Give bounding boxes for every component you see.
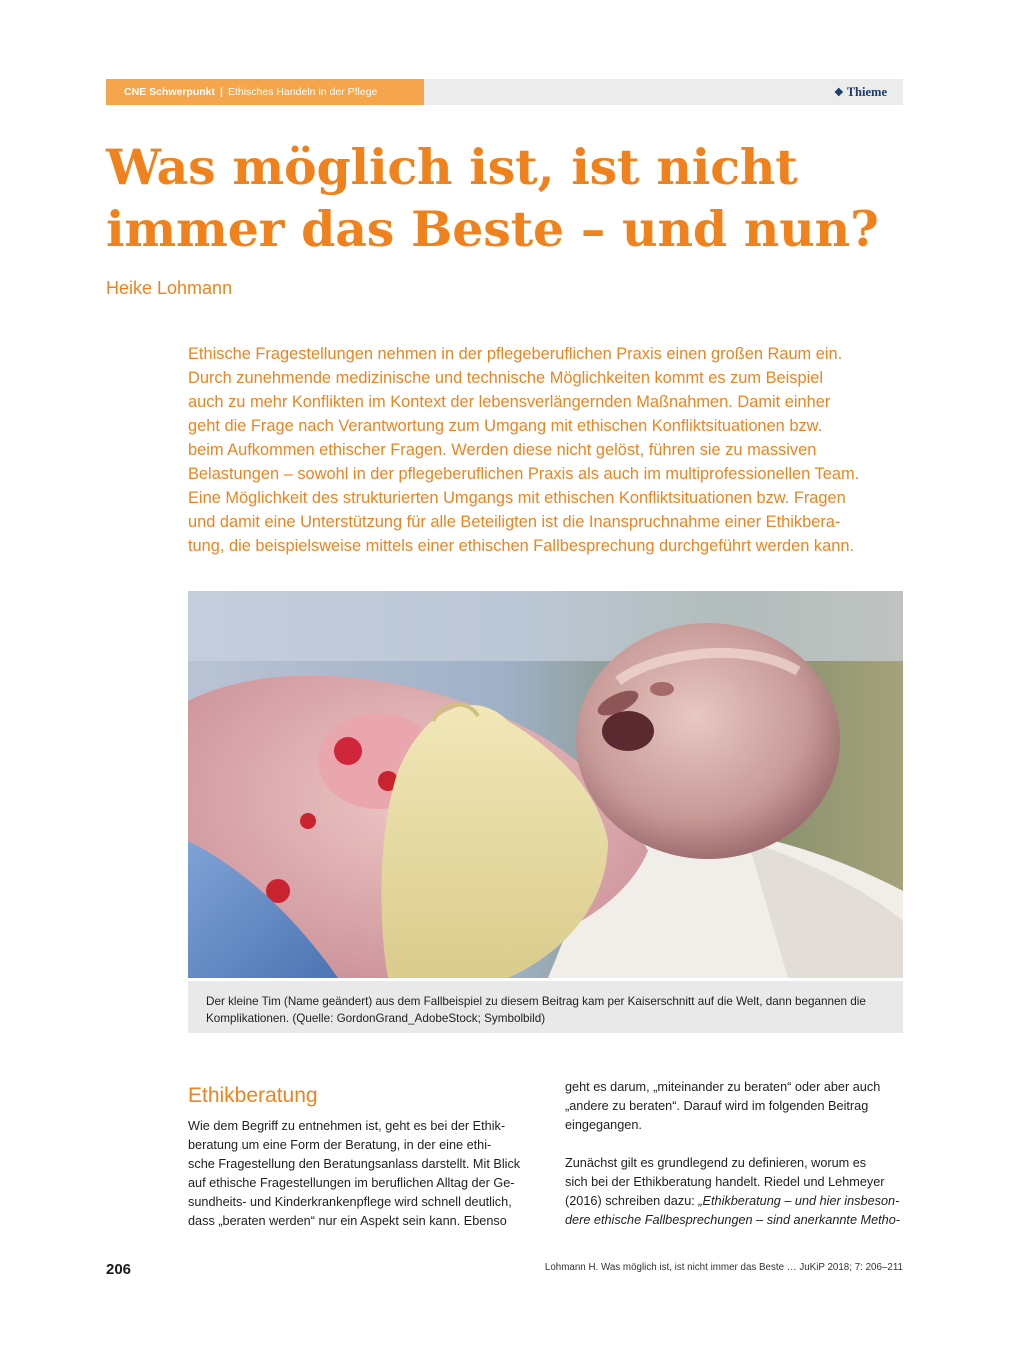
body-line: auf ethische Fragestellungen im beruflichen Alltag der Ge- (188, 1176, 515, 1190)
body-line: geht es darum, „miteinander zu beraten“ oder aber auch (565, 1080, 881, 1094)
publisher-name: Thieme (846, 85, 887, 99)
paragraph-gap (565, 1135, 905, 1154)
page-number: 206 (106, 1261, 132, 1278)
newborn-photo (188, 591, 903, 978)
body-line: beratung um eine Form der Beratung, in der eine ethi- (188, 1138, 492, 1152)
abstract-line: und damit eine Unterstützung für alle Beteiligten ist die Inanspruchnahme einer Ethikbera- (188, 513, 841, 531)
article-author: Heike Lohmann (106, 278, 233, 298)
header-section: Ethisches Handeln in der Pflege (227, 86, 378, 98)
abstract (188, 342, 904, 558)
body-line: „andere zu beraten“. Darauf wird im folgenden Beitrag (565, 1099, 869, 1113)
thieme-logo-icon: ❖ (833, 87, 844, 99)
abstract-line: Ethische Fragestellungen nehmen in der pflegeberuflichen Praxis einen großen Raum ein. (188, 345, 843, 363)
abstract-line: Belastungen – sowohl in der pflegeberuflichen Praxis als auch im multiprofessionellen Team. (188, 465, 860, 483)
publisher-logo (834, 79, 887, 106)
body-text-italic: „Ethikberatung – und hier insbeson- (698, 1194, 900, 1208)
footer-citation: Lohmann H. Was möglich ist, ist nicht immer das Beste … JuKiP 2018; 7: 206–211 (544, 1262, 903, 1273)
abstract-line: beim Aufkommen ethischer Fragen. Werden diese nicht gelöst, führen sie zu massiven (188, 441, 817, 459)
header-separator: | (220, 86, 223, 98)
body-line: sche Fragestellung den Beratungsanlass darstellt. Mit Blick (188, 1157, 521, 1171)
title-line: Was möglich ist, ist nicht (106, 138, 798, 196)
header-bar (106, 79, 903, 105)
right-column (565, 1078, 905, 1230)
body-line: Zunächst gilt es grundlegend zu definieren, worum es (565, 1156, 867, 1170)
caption-line: Der kleine Tim (Name geändert) aus dem Fallbeispiel zu diesem Beitrag kam per Kaiserschnitt auf die Welt, dann begannen die (206, 995, 866, 1008)
header-category: CNE Schwerpunkt (124, 86, 216, 98)
left-column (188, 1117, 528, 1231)
figure-caption (188, 981, 903, 1033)
abstract-line: Durch zunehmende medizinische und technische Möglichkeiten kommt es zum Beispiel (188, 369, 823, 387)
title-line: immer das Beste – und nun? (106, 200, 879, 258)
body-text-plain: (2016) schreiben dazu: (565, 1194, 699, 1208)
article-title (106, 136, 906, 260)
body-line: sundheits- und Kinderkrankenpflege wird schnell deutlich, (188, 1195, 512, 1209)
body-line-italic: dere ethische Fallbesprechungen – sind anerkannte Metho- (565, 1213, 901, 1227)
abstract-line: Eine Möglichkeit des strukturierten Umgangs mit ethischen Konfliktsituationen bzw. Fragen (188, 489, 846, 507)
body-line-mixed (565, 1192, 905, 1211)
body-line: Wie dem Begriff zu entnehmen ist, geht es bei der Ethik- (188, 1119, 506, 1133)
body-line: sich bei der Ethikberatung handelt. Riedel und Lehmeyer (565, 1175, 885, 1189)
abstract-line: auch zu mehr Konflikten im Kontext der lebensverlängernden Maßnahmen. Damit einher (188, 393, 831, 411)
newborn-photo-illustration (188, 591, 903, 978)
body-line: dass „beraten werden“ nur ein Aspekt sein kann. Ebenso (188, 1214, 507, 1228)
abstract-line: geht die Frage nach Verantwortung zum Umgang mit ethischen Konfliktsituationen bzw. (188, 417, 823, 435)
body-line: eingegangen. (565, 1118, 642, 1132)
section-heading: Ethikberatung (188, 1084, 318, 1107)
caption-line: Komplikationen. (Quelle: GordonGrand_AdobeStock; Symbolbild) (206, 1012, 546, 1025)
header-category-tag (106, 79, 424, 105)
abstract-line: tung, die beispielsweise mittels einer ethischen Fallbesprechung durchgeführt werden kann. (188, 537, 855, 555)
